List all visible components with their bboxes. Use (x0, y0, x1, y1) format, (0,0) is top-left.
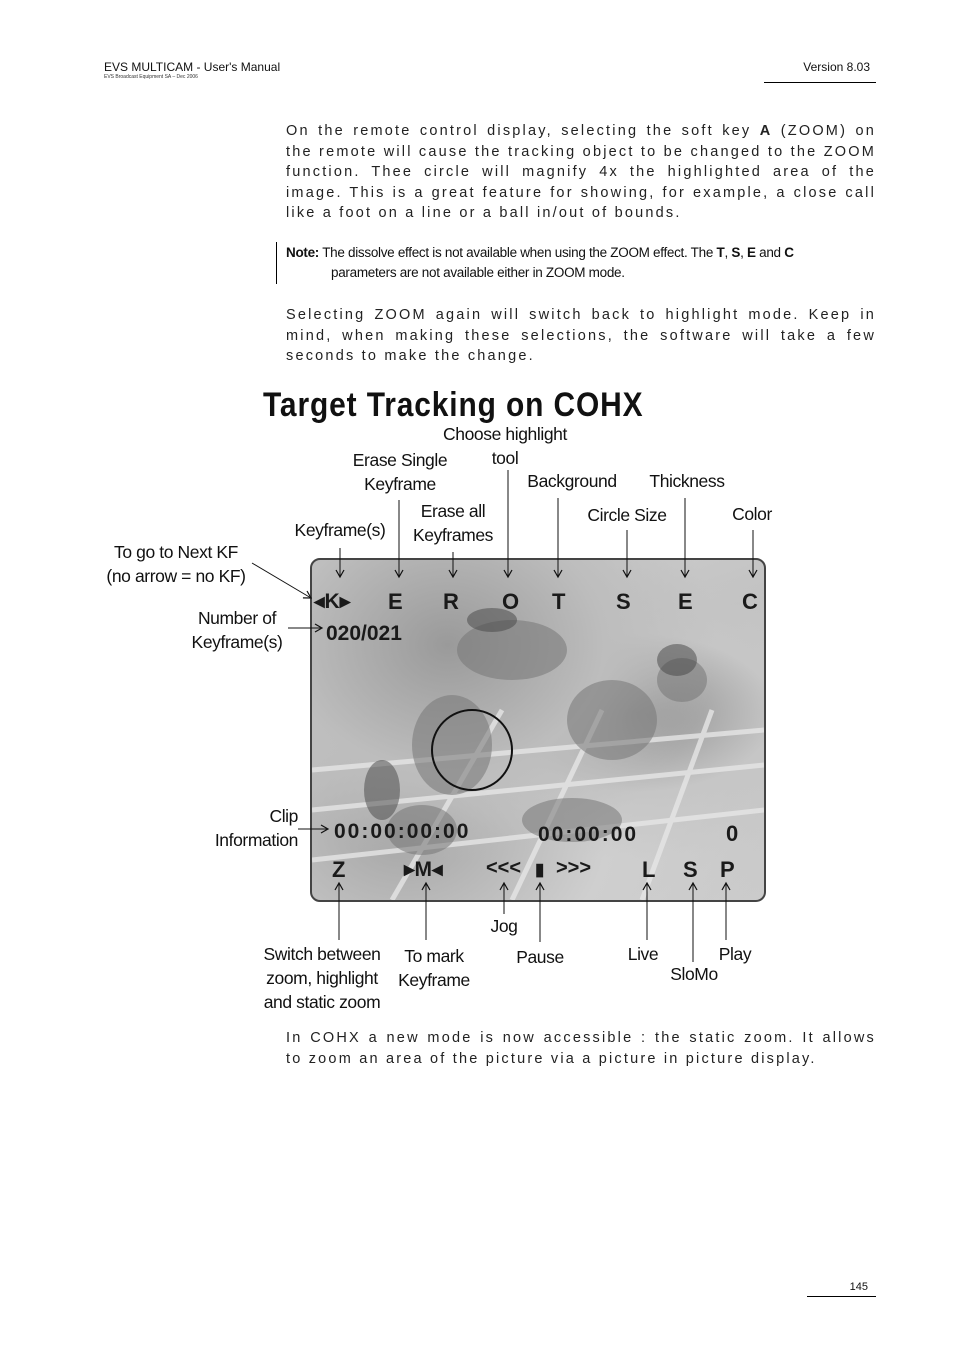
key-k-next[interactable]: ◂K▸ (314, 590, 351, 613)
paragraph-zoom: On the remote control display, selecting the soft key A (ZOOM) on the remote will cause the tracking object to be changed to the ZOOM function. Thee circle will magnify 4x the highlighted area of the image. This is a great feature for showing, for example, a close call like a foot on a line or a ball in/out of bounds. (286, 123, 876, 221)
label-to-mark: To mark Keyframe (398, 946, 470, 990)
clip-speed-value: 0 (726, 821, 739, 846)
key-l-live[interactable]: L (642, 857, 656, 882)
label-erase-single: Erase Single Keyframe (352, 450, 448, 494)
key-jog-rewind[interactable]: <<< (486, 857, 522, 879)
key-p-play[interactable]: P (720, 857, 735, 882)
clip-timecode: 00:00:00:00 (334, 820, 471, 843)
label-jog: Jog (490, 916, 518, 936)
header-title: EVS MULTICAM - User's Manual (104, 60, 281, 74)
paragraph-static-zoom: In COHX a new mode is now accessible : the static zoom. It allows to zoom an area of the picture via a picture in picture display. (286, 1030, 876, 1067)
keyframe-count: 020/021 (326, 622, 402, 645)
note-label: Note: (286, 245, 319, 260)
key-e-thickness[interactable]: E (678, 589, 693, 614)
label-number-of-keyframes: Number of Keyframe(s) (191, 608, 283, 652)
key-t-background[interactable]: T (552, 589, 566, 614)
key-z-mode[interactable]: Z (332, 857, 346, 882)
label-next-kf: To go to Next KF (no arrow = no KF) (106, 542, 246, 586)
page-number: 145 (849, 1281, 868, 1293)
key-jog-forward[interactable]: >>> (556, 857, 592, 879)
key-mark-keyframe[interactable]: ▸M◂ (404, 858, 443, 881)
header-version: Version 8.03 (803, 60, 870, 74)
key-s-circle-size[interactable]: S (616, 589, 631, 614)
paragraph-highlight-mode: Selecting ZOOM again will switch back to highlight mode. Keep in mind, when making these selections, the software will take a few seconds to make the change. (286, 307, 876, 364)
label-play: Play (718, 944, 752, 964)
label-erase-all: Erase all Keyframes (412, 501, 494, 545)
label-background: Background (527, 471, 617, 491)
clip-duration: 00:00:00 (538, 823, 639, 846)
key-e-erase-single[interactable]: E (388, 589, 403, 614)
label-switch-mode: Switch between zoom, highlight and static zoom (263, 944, 381, 1012)
label-pause: Pause (516, 947, 564, 967)
label-clip-information: Clip Information (214, 806, 298, 850)
label-thickness: Thickness (649, 471, 725, 491)
key-c-color[interactable]: C (742, 589, 758, 614)
label-choose-highlight: Choose highlight tool (443, 424, 567, 468)
footer-rule (807, 1296, 876, 1297)
section-title: Target Tracking on COHX (263, 386, 644, 424)
pause-icon[interactable]: ▮ (535, 860, 545, 879)
label-slomo: SloMo (670, 964, 718, 984)
label-color: Color (732, 504, 772, 524)
key-s-slomo[interactable]: S (683, 857, 698, 882)
arrow-next-kf (252, 563, 311, 598)
note: Note: The dissolve effect is not available when using the ZOOM effect. The T, S, E and C parameters are not available either in ZOOM mode. (286, 245, 794, 280)
key-r-erase-all[interactable]: R (443, 589, 459, 614)
label-circle-size: Circle Size (587, 505, 667, 525)
header-subtitle: EVS Broadcast Equipment SA – Dec 2006 (104, 74, 198, 80)
key-o-highlight-tool[interactable]: O (502, 589, 520, 614)
label-keyframes: Keyframe(s) (294, 520, 386, 540)
label-live: Live (627, 944, 659, 964)
